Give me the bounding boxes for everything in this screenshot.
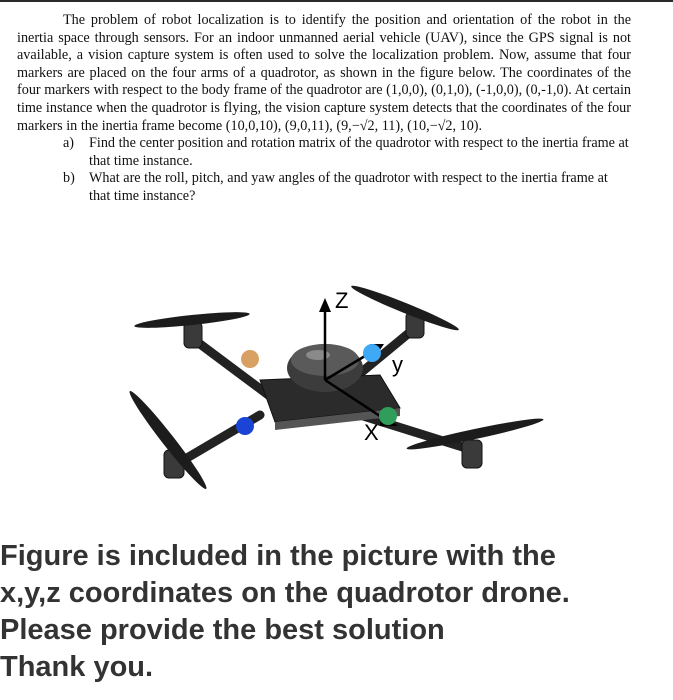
problem-statement [17,12,631,206]
question-list [17,135,631,205]
caption-line: Thank you. [0,651,154,683]
problem-intro: The problem of robot localization is to identify the position and orientation of the robot in the inertia space through sensors. For an indoor unmanned aerial vehicle (UAV), since the GPS signal is not available, a vision capture system is often used to solve the localization problem. Now, assume that four markers are placed on the four arms of a quadrotor, as shown in the figure below. The coordinates of the four markers with respect to the body frame of the quadrotor are (1,0,0), (0,1,0), (-1,0,0), (0,-1,0). At certain time instance when the quadrotor is flying, the vision capture system detects that the coordinates of the four markers in the inertia frame become (10,0,10), (9,0,11), (9,−√2, 11), (10,−√2, 10). [17,12,631,134]
caption-line: Please provide the best solution [0,614,445,646]
marker-pos-x-green [379,407,397,425]
question-label: b) [63,170,75,187]
question-label: a) [63,135,75,152]
y-axis-label: y [392,352,403,377]
question-item [17,170,631,205]
caption [0,538,673,686]
caption-line: Figure is included in the picture with the [0,540,556,572]
top-divider [0,0,673,2]
z-axis-label: Z [335,288,349,313]
marker-neg-x-blue [236,417,254,435]
quadrotor-figure [100,280,600,525]
question-item [17,135,631,170]
marker-neg-y-orange [241,350,259,368]
question-text: Find the center position and rotation matrix of the quadrotor with respect to the inertia frame at that time instance. [89,135,629,169]
x-axis-label: X [364,420,379,445]
caption-line: x,y,z coordinates on the quadrotor drone. [0,577,570,609]
marker-pos-y-cyan [363,344,381,362]
question-text: What are the roll, pitch, and yaw angles of the quadrotor with respect to the inertia frame at that time instance? [89,170,608,204]
